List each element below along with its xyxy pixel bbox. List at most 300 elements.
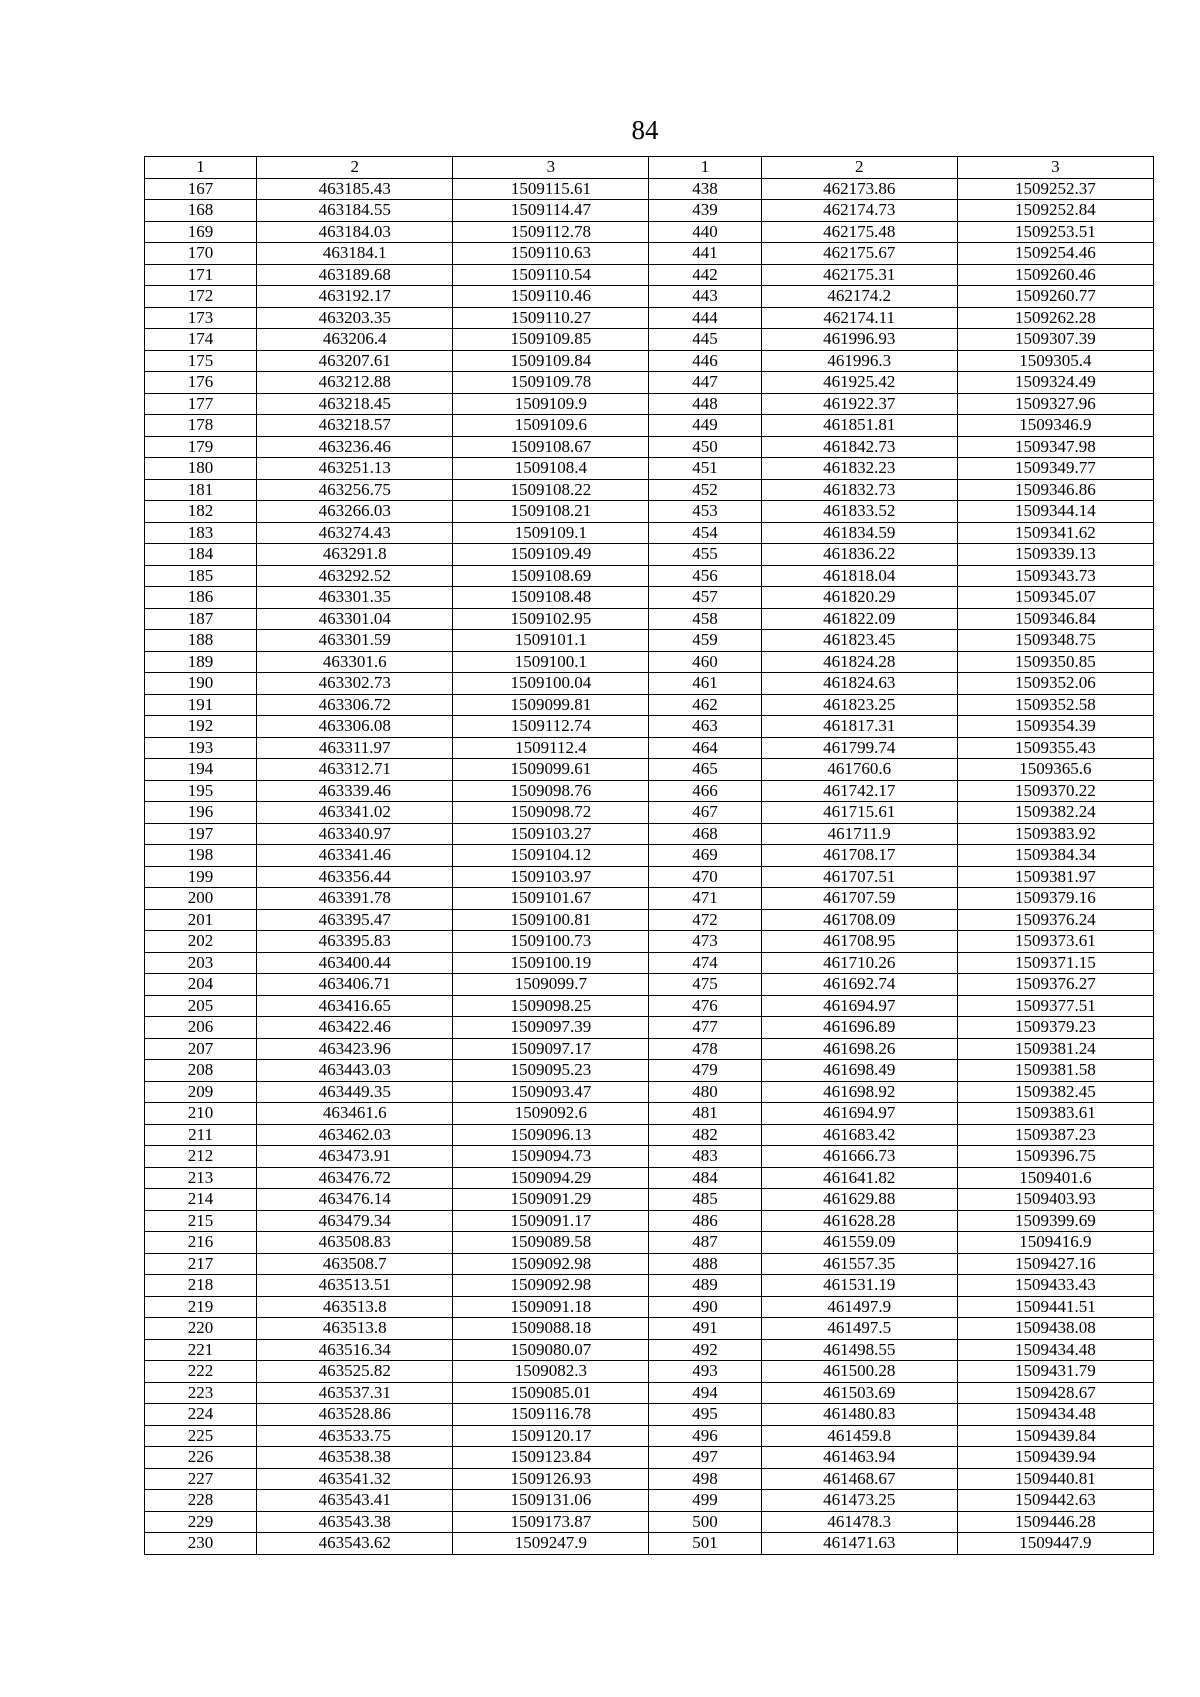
coordinate-cell: 1509094.73 bbox=[453, 1146, 649, 1168]
coordinate-cell: 462174.73 bbox=[761, 200, 957, 222]
page-number: 84 bbox=[631, 115, 659, 145]
coordinate-cell: 463416.65 bbox=[257, 995, 453, 1017]
coordinate-cell: 463516.34 bbox=[257, 1339, 453, 1361]
point-number-cell: 454 bbox=[649, 522, 761, 544]
coordinate-cell: 1509099.61 bbox=[453, 759, 649, 781]
coordinate-cell: 1509403.93 bbox=[957, 1189, 1153, 1211]
coordinate-cell: 1509427.16 bbox=[957, 1253, 1153, 1275]
table-row bbox=[145, 823, 1154, 845]
point-number-cell: 446 bbox=[649, 350, 761, 372]
coordinate-cell: 1509173.87 bbox=[453, 1511, 649, 1533]
coordinate-cell: 1509098.76 bbox=[453, 780, 649, 802]
coordinate-cell: 1509346.86 bbox=[957, 479, 1153, 501]
table-row bbox=[145, 286, 1154, 308]
coordinate-cell: 1509439.94 bbox=[957, 1447, 1153, 1469]
point-number-cell: 182 bbox=[145, 501, 257, 523]
point-number-cell: 223 bbox=[145, 1382, 257, 1404]
point-number-cell: 453 bbox=[649, 501, 761, 523]
coordinate-cell: 1509092.98 bbox=[453, 1253, 649, 1275]
table-row bbox=[145, 1017, 1154, 1039]
coordinate-cell: 1509345.07 bbox=[957, 587, 1153, 609]
coordinate-cell: 1509123.84 bbox=[453, 1447, 649, 1469]
point-number-cell: 179 bbox=[145, 436, 257, 458]
point-number-cell: 224 bbox=[145, 1404, 257, 1426]
coordinate-cell: 1509108.22 bbox=[453, 479, 649, 501]
coordinate-cell: 1509114.47 bbox=[453, 200, 649, 222]
coordinate-cell: 461641.82 bbox=[761, 1167, 957, 1189]
coordinate-cell: 461707.59 bbox=[761, 888, 957, 910]
table-row bbox=[145, 565, 1154, 587]
coordinate-cell: 1509092.6 bbox=[453, 1103, 649, 1125]
coordinate-cell: 1509383.61 bbox=[957, 1103, 1153, 1125]
point-number-cell: 490 bbox=[649, 1296, 761, 1318]
coordinate-cell: 461842.73 bbox=[761, 436, 957, 458]
coordinate-cell: 462175.31 bbox=[761, 264, 957, 286]
coordinate-cell: 463306.08 bbox=[257, 716, 453, 738]
coordinate-cell: 1509324.49 bbox=[957, 372, 1153, 394]
coordinate-cell: 1509350.85 bbox=[957, 651, 1153, 673]
table-row bbox=[145, 1103, 1154, 1125]
coordinate-cell: 462175.48 bbox=[761, 221, 957, 243]
point-number-cell: 460 bbox=[649, 651, 761, 673]
table-row bbox=[145, 1447, 1154, 1469]
coordinate-cell: 463301.35 bbox=[257, 587, 453, 609]
coordinate-cell: 462174.2 bbox=[761, 286, 957, 308]
coordinate-cell: 461503.69 bbox=[761, 1382, 957, 1404]
coordinate-cell: 1509252.37 bbox=[957, 178, 1153, 200]
coordinate-cell: 461834.59 bbox=[761, 522, 957, 544]
point-number-cell: 227 bbox=[145, 1468, 257, 1490]
coordinate-cell: 461799.74 bbox=[761, 737, 957, 759]
coordinate-cell: 1509108.21 bbox=[453, 501, 649, 523]
table-row bbox=[145, 243, 1154, 265]
coordinate-cell: 1509365.6 bbox=[957, 759, 1153, 781]
table-row bbox=[145, 393, 1154, 415]
coordinate-cell: 1509096.13 bbox=[453, 1124, 649, 1146]
coordinate-cell: 1509109.85 bbox=[453, 329, 649, 351]
coordinates-table bbox=[144, 156, 1154, 1555]
coordinate-cell: 1509376.24 bbox=[957, 909, 1153, 931]
coordinate-cell: 463207.61 bbox=[257, 350, 453, 372]
coordinate-cell: 463184.1 bbox=[257, 243, 453, 265]
point-number-cell: 499 bbox=[649, 1490, 761, 1512]
coordinate-cell: 463400.44 bbox=[257, 952, 453, 974]
coordinate-cell: 461468.67 bbox=[761, 1468, 957, 1490]
point-number-cell: 191 bbox=[145, 694, 257, 716]
point-number-cell: 214 bbox=[145, 1189, 257, 1211]
table-row bbox=[145, 1511, 1154, 1533]
coordinate-cell: 1509382.45 bbox=[957, 1081, 1153, 1103]
coordinate-cell: 1509098.72 bbox=[453, 802, 649, 824]
table-row bbox=[145, 1382, 1154, 1404]
point-number-cell: 170 bbox=[145, 243, 257, 265]
coordinate-cell: 461698.49 bbox=[761, 1060, 957, 1082]
coordinate-cell: 1509101.1 bbox=[453, 630, 649, 652]
coordinate-cell: 461820.29 bbox=[761, 587, 957, 609]
table-row bbox=[145, 415, 1154, 437]
point-number-cell: 459 bbox=[649, 630, 761, 652]
point-number-cell: 189 bbox=[145, 651, 257, 673]
coordinate-cell: 461500.28 bbox=[761, 1361, 957, 1383]
table-row bbox=[145, 1146, 1154, 1168]
coordinate-cell: 1509247.9 bbox=[453, 1533, 649, 1555]
table-row bbox=[145, 931, 1154, 953]
coordinate-cell: 1509131.06 bbox=[453, 1490, 649, 1512]
coordinate-cell: 463533.75 bbox=[257, 1425, 453, 1447]
coordinate-cell: 463312.71 bbox=[257, 759, 453, 781]
point-number-cell: 184 bbox=[145, 544, 257, 566]
coordinate-cell: 1509379.23 bbox=[957, 1017, 1153, 1039]
table-row bbox=[145, 866, 1154, 888]
coordinate-cell: 461459.8 bbox=[761, 1425, 957, 1447]
point-number-cell: 444 bbox=[649, 307, 761, 329]
point-number-cell: 456 bbox=[649, 565, 761, 587]
coordinate-cell: 1509100.19 bbox=[453, 952, 649, 974]
coordinate-cell: 461833.52 bbox=[761, 501, 957, 523]
point-number-cell: 209 bbox=[145, 1081, 257, 1103]
coordinate-cell: 1509442.63 bbox=[957, 1490, 1153, 1512]
header-cell: 2 bbox=[257, 157, 453, 179]
point-number-cell: 498 bbox=[649, 1468, 761, 1490]
coordinate-cell: 463302.73 bbox=[257, 673, 453, 695]
coordinate-cell: 463301.04 bbox=[257, 608, 453, 630]
table-row bbox=[145, 1490, 1154, 1512]
coordinate-cell: 1509339.13 bbox=[957, 544, 1153, 566]
table-row bbox=[145, 307, 1154, 329]
point-number-cell: 449 bbox=[649, 415, 761, 437]
coordinate-cell: 463462.03 bbox=[257, 1124, 453, 1146]
point-number-cell: 441 bbox=[649, 243, 761, 265]
point-number-cell: 442 bbox=[649, 264, 761, 286]
point-number-cell: 463 bbox=[649, 716, 761, 738]
coordinate-cell: 1509109.1 bbox=[453, 522, 649, 544]
point-number-cell: 452 bbox=[649, 479, 761, 501]
coordinate-cell: 463356.44 bbox=[257, 866, 453, 888]
coordinate-cell: 463301.59 bbox=[257, 630, 453, 652]
point-number-cell: 181 bbox=[145, 479, 257, 501]
table-row bbox=[145, 372, 1154, 394]
coordinate-cell: 461824.63 bbox=[761, 673, 957, 695]
table-row bbox=[145, 1361, 1154, 1383]
coordinate-cell: 461996.3 bbox=[761, 350, 957, 372]
point-number-cell: 457 bbox=[649, 587, 761, 609]
coordinate-cell: 463185.43 bbox=[257, 178, 453, 200]
coordinate-cell: 461822.09 bbox=[761, 608, 957, 630]
coordinate-cell: 463508.7 bbox=[257, 1253, 453, 1275]
coordinate-cell: 1509370.22 bbox=[957, 780, 1153, 802]
coordinate-cell: 461710.26 bbox=[761, 952, 957, 974]
coordinate-cell: 1509101.67 bbox=[453, 888, 649, 910]
coordinate-cell: 463292.52 bbox=[257, 565, 453, 587]
coordinate-cell: 461817.31 bbox=[761, 716, 957, 738]
point-number-cell: 216 bbox=[145, 1232, 257, 1254]
point-number-cell: 485 bbox=[649, 1189, 761, 1211]
table-row bbox=[145, 630, 1154, 652]
point-number-cell: 225 bbox=[145, 1425, 257, 1447]
coordinate-cell: 1509115.61 bbox=[453, 178, 649, 200]
point-number-cell: 178 bbox=[145, 415, 257, 437]
coordinate-cell: 1509384.34 bbox=[957, 845, 1153, 867]
coordinate-cell: 463256.75 bbox=[257, 479, 453, 501]
coordinate-cell: 461711.9 bbox=[761, 823, 957, 845]
coordinate-cell: 1509262.28 bbox=[957, 307, 1153, 329]
point-number-cell: 193 bbox=[145, 737, 257, 759]
coordinate-cell: 1509100.81 bbox=[453, 909, 649, 931]
point-number-cell: 481 bbox=[649, 1103, 761, 1125]
coordinate-cell: 461925.42 bbox=[761, 372, 957, 394]
coordinate-cell: 1509100.73 bbox=[453, 931, 649, 953]
point-number-cell: 486 bbox=[649, 1210, 761, 1232]
table-row bbox=[145, 737, 1154, 759]
coordinate-cell: 461471.63 bbox=[761, 1533, 957, 1555]
coordinate-cell: 1509383.92 bbox=[957, 823, 1153, 845]
table-row bbox=[145, 845, 1154, 867]
coordinate-cell: 1509109.78 bbox=[453, 372, 649, 394]
coordinate-cell: 1509109.84 bbox=[453, 350, 649, 372]
point-number-cell: 479 bbox=[649, 1060, 761, 1082]
table-row bbox=[145, 608, 1154, 630]
point-number-cell: 198 bbox=[145, 845, 257, 867]
point-number-cell: 197 bbox=[145, 823, 257, 845]
point-number-cell: 494 bbox=[649, 1382, 761, 1404]
point-number-cell: 439 bbox=[649, 200, 761, 222]
coordinate-cell: 461478.3 bbox=[761, 1511, 957, 1533]
coordinate-cell: 1509260.46 bbox=[957, 264, 1153, 286]
coordinate-cell: 1509109.6 bbox=[453, 415, 649, 437]
coordinate-cell: 461480.83 bbox=[761, 1404, 957, 1426]
coordinate-cell: 1509447.9 bbox=[957, 1533, 1153, 1555]
table-row bbox=[145, 909, 1154, 931]
point-number-cell: 447 bbox=[649, 372, 761, 394]
point-number-cell: 458 bbox=[649, 608, 761, 630]
coordinate-cell: 1509446.28 bbox=[957, 1511, 1153, 1533]
coordinate-cell: 1509116.78 bbox=[453, 1404, 649, 1426]
coordinate-cell: 1509103.97 bbox=[453, 866, 649, 888]
coordinate-cell: 1509307.39 bbox=[957, 329, 1153, 351]
coordinate-cell: 461698.92 bbox=[761, 1081, 957, 1103]
point-number-cell: 210 bbox=[145, 1103, 257, 1125]
point-number-cell: 194 bbox=[145, 759, 257, 781]
coordinate-cell: 1509099.7 bbox=[453, 974, 649, 996]
coordinate-cell: 1509352.58 bbox=[957, 694, 1153, 716]
coordinate-cell: 461823.45 bbox=[761, 630, 957, 652]
point-number-cell: 190 bbox=[145, 673, 257, 695]
coordinate-cell: 1509382.24 bbox=[957, 802, 1153, 824]
point-number-cell: 465 bbox=[649, 759, 761, 781]
point-number-cell: 451 bbox=[649, 458, 761, 480]
point-number-cell: 496 bbox=[649, 1425, 761, 1447]
coordinate-cell: 1509104.12 bbox=[453, 845, 649, 867]
coordinate-cell: 461498.55 bbox=[761, 1339, 957, 1361]
coordinate-cell: 1509099.81 bbox=[453, 694, 649, 716]
table-row bbox=[145, 1081, 1154, 1103]
point-number-cell: 186 bbox=[145, 587, 257, 609]
coordinate-cell: 463301.6 bbox=[257, 651, 453, 673]
point-number-cell: 468 bbox=[649, 823, 761, 845]
header-cell: 1 bbox=[145, 157, 257, 179]
point-number-cell: 200 bbox=[145, 888, 257, 910]
coordinate-cell: 461557.35 bbox=[761, 1253, 957, 1275]
point-number-cell: 174 bbox=[145, 329, 257, 351]
coordinate-cell: 1509344.14 bbox=[957, 501, 1153, 523]
coordinate-cell: 463449.35 bbox=[257, 1081, 453, 1103]
point-number-cell: 195 bbox=[145, 780, 257, 802]
point-number-cell: 218 bbox=[145, 1275, 257, 1297]
point-number-cell: 497 bbox=[649, 1447, 761, 1469]
coordinate-cell: 463266.03 bbox=[257, 501, 453, 523]
point-number-cell: 168 bbox=[145, 200, 257, 222]
coordinate-cell: 461531.19 bbox=[761, 1275, 957, 1297]
coordinate-cell: 1509438.08 bbox=[957, 1318, 1153, 1340]
table-row bbox=[145, 759, 1154, 781]
point-number-cell: 477 bbox=[649, 1017, 761, 1039]
coordinate-cell: 463274.43 bbox=[257, 522, 453, 544]
point-number-cell: 487 bbox=[649, 1232, 761, 1254]
coordinate-cell: 1509108.69 bbox=[453, 565, 649, 587]
point-number-cell: 169 bbox=[145, 221, 257, 243]
coordinate-cell: 463476.14 bbox=[257, 1189, 453, 1211]
coordinate-cell: 1509085.01 bbox=[453, 1382, 649, 1404]
table-row bbox=[145, 673, 1154, 695]
coordinate-cell: 1509109.9 bbox=[453, 393, 649, 415]
coordinate-cell: 463473.91 bbox=[257, 1146, 453, 1168]
table-row bbox=[145, 1038, 1154, 1060]
coordinate-cell: 463537.31 bbox=[257, 1382, 453, 1404]
coordinate-cell: 1509091.17 bbox=[453, 1210, 649, 1232]
coordinate-cell: 461683.42 bbox=[761, 1124, 957, 1146]
table-row bbox=[145, 1189, 1154, 1211]
coordinate-cell: 1509097.39 bbox=[453, 1017, 649, 1039]
point-number-cell: 192 bbox=[145, 716, 257, 738]
coordinate-cell: 463443.03 bbox=[257, 1060, 453, 1082]
point-number-cell: 491 bbox=[649, 1318, 761, 1340]
coordinate-cell: 461760.6 bbox=[761, 759, 957, 781]
point-number-cell: 464 bbox=[649, 737, 761, 759]
coordinate-cell: 1509434.48 bbox=[957, 1404, 1153, 1426]
coordinate-cell: 461696.89 bbox=[761, 1017, 957, 1039]
coordinate-cell: 463461.6 bbox=[257, 1103, 453, 1125]
table-row bbox=[145, 1275, 1154, 1297]
point-number-cell: 448 bbox=[649, 393, 761, 415]
table-row bbox=[145, 1468, 1154, 1490]
coordinate-cell: 1509401.6 bbox=[957, 1167, 1153, 1189]
coordinate-cell: 463395.47 bbox=[257, 909, 453, 931]
coordinate-cell: 463218.45 bbox=[257, 393, 453, 415]
point-number-cell: 483 bbox=[649, 1146, 761, 1168]
table-row bbox=[145, 200, 1154, 222]
coordinate-cell: 1509371.15 bbox=[957, 952, 1153, 974]
coordinate-cell: 1509352.06 bbox=[957, 673, 1153, 695]
coordinate-cell: 463422.46 bbox=[257, 1017, 453, 1039]
coordinate-cell: 1509441.51 bbox=[957, 1296, 1153, 1318]
point-number-cell: 202 bbox=[145, 931, 257, 953]
table-row bbox=[145, 1404, 1154, 1426]
point-number-cell: 482 bbox=[649, 1124, 761, 1146]
point-number-cell: 445 bbox=[649, 329, 761, 351]
point-number-cell: 450 bbox=[649, 436, 761, 458]
table-row bbox=[145, 974, 1154, 996]
table-row bbox=[145, 802, 1154, 824]
coordinate-cell: 1509348.75 bbox=[957, 630, 1153, 652]
point-number-cell: 443 bbox=[649, 286, 761, 308]
table-row bbox=[145, 1296, 1154, 1318]
coordinate-cell: 461715.61 bbox=[761, 802, 957, 824]
coordinate-cell: 463479.34 bbox=[257, 1210, 453, 1232]
coordinate-cell: 1509095.23 bbox=[453, 1060, 649, 1082]
table-row bbox=[145, 780, 1154, 802]
coordinate-cell: 463395.83 bbox=[257, 931, 453, 953]
table-row bbox=[145, 1232, 1154, 1254]
header-cell: 2 bbox=[761, 157, 957, 179]
coordinate-cell: 1509349.77 bbox=[957, 458, 1153, 480]
point-number-cell: 183 bbox=[145, 522, 257, 544]
coordinate-cell: 461692.74 bbox=[761, 974, 957, 996]
coordinate-cell: 461832.73 bbox=[761, 479, 957, 501]
table-row bbox=[145, 178, 1154, 200]
coordinate-cell: 1509387.23 bbox=[957, 1124, 1153, 1146]
point-number-cell: 211 bbox=[145, 1124, 257, 1146]
coordinate-cell: 1509381.97 bbox=[957, 866, 1153, 888]
coordinate-cell: 463391.78 bbox=[257, 888, 453, 910]
point-number-cell: 206 bbox=[145, 1017, 257, 1039]
coordinate-cell: 461698.26 bbox=[761, 1038, 957, 1060]
coordinate-cell: 1509379.16 bbox=[957, 888, 1153, 910]
coordinate-cell: 1509254.46 bbox=[957, 243, 1153, 265]
coordinate-cell: 1509381.24 bbox=[957, 1038, 1153, 1060]
coordinate-cell: 461708.17 bbox=[761, 845, 957, 867]
point-number-cell: 205 bbox=[145, 995, 257, 1017]
table-row bbox=[145, 1318, 1154, 1340]
point-number-cell: 220 bbox=[145, 1318, 257, 1340]
table-row bbox=[145, 1425, 1154, 1447]
table-row bbox=[145, 522, 1154, 544]
coordinate-cell: 463541.32 bbox=[257, 1468, 453, 1490]
coordinate-cell: 463543.41 bbox=[257, 1490, 453, 1512]
header-cell: 3 bbox=[957, 157, 1153, 179]
point-number-cell: 230 bbox=[145, 1533, 257, 1555]
coordinate-cell: 1509080.07 bbox=[453, 1339, 649, 1361]
point-number-cell: 229 bbox=[145, 1511, 257, 1533]
coordinate-cell: 463513.8 bbox=[257, 1318, 453, 1340]
coordinate-cell: 462174.11 bbox=[761, 307, 957, 329]
point-number-cell: 177 bbox=[145, 393, 257, 415]
point-number-cell: 484 bbox=[649, 1167, 761, 1189]
table-row bbox=[145, 587, 1154, 609]
header-cell: 1 bbox=[649, 157, 761, 179]
table-row bbox=[145, 350, 1154, 372]
coordinate-cell: 1509252.84 bbox=[957, 200, 1153, 222]
coordinate-cell: 461497.5 bbox=[761, 1318, 957, 1340]
table-row bbox=[145, 1167, 1154, 1189]
coordinate-cell: 1509354.39 bbox=[957, 716, 1153, 738]
coordinate-cell: 1509346.84 bbox=[957, 608, 1153, 630]
coordinate-cell: 1509428.67 bbox=[957, 1382, 1153, 1404]
coordinate-cell: 461694.97 bbox=[761, 1103, 957, 1125]
coordinate-cell: 463543.38 bbox=[257, 1511, 453, 1533]
coordinate-cell: 1509346.9 bbox=[957, 415, 1153, 437]
coordinate-cell: 461628.28 bbox=[761, 1210, 957, 1232]
coordinate-cell: 461996.93 bbox=[761, 329, 957, 351]
table-row bbox=[145, 1060, 1154, 1082]
point-number-cell: 466 bbox=[649, 780, 761, 802]
table-row bbox=[145, 1533, 1154, 1555]
coordinate-cell: 1509110.27 bbox=[453, 307, 649, 329]
coordinate-cell: 461473.25 bbox=[761, 1490, 957, 1512]
point-number-cell: 492 bbox=[649, 1339, 761, 1361]
table-row bbox=[145, 651, 1154, 673]
coordinate-cell: 1509082.3 bbox=[453, 1361, 649, 1383]
coordinate-cell: 1509120.17 bbox=[453, 1425, 649, 1447]
